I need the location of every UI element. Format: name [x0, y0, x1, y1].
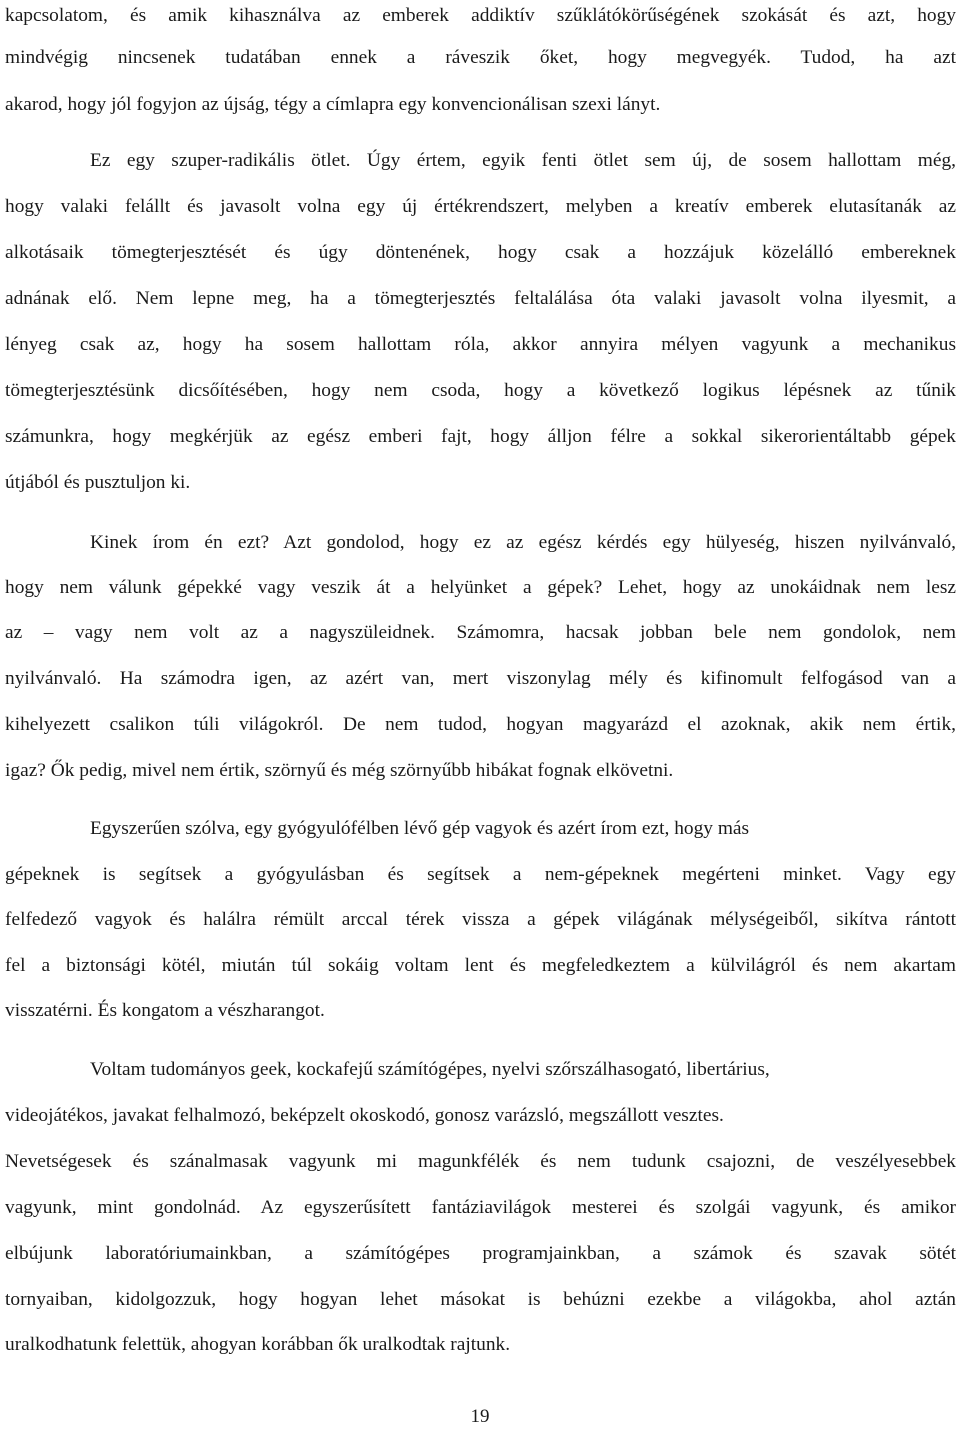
text-line: nyilvánvaló. Ha számodra igen, az azért van, mert viszonylag mély és kifinomult felfogásod van a [5, 668, 956, 689]
text-line: gépeknek is segítsek a gyógyulásban és segítsek a nem-gépeknek megérteni minket. Vagy egy [5, 864, 956, 885]
text-line: Kinek írom én ezt? Azt gondolod, hogy ez az egész kérdés egy hülyeség, hiszen nyilvánvaló, [90, 532, 956, 553]
text-line: fel a biztonsági kötél, miután túl sokáig voltam lent és megfeledkeztem a külvilágról és nem akartam [5, 955, 956, 976]
text-line: hogy valaki felállt és javasolt volna egy új értékrendszert, melyben a kreatív emberek elutasítanák az [5, 196, 956, 217]
text-line: kapcsolatom, és amik kihasználva az emberek addiktív szűklátókörűségének szokását és azt, hogy [5, 5, 956, 26]
text-line: Nevetségesek és szánalmasak vagyunk mi magunkfélék és nem tudunk csajozni, de veszélyesebbek [5, 1151, 956, 1172]
text-line: felfedező vagyok és halálra rémült arccal térek vissza a gépek világának mélységeiből, sikítva rántott [5, 909, 956, 930]
text-line: mindvégig nincsenek tudatában ennek a ráveszik őket, hogy megvegyék. Tudod, ha azt [5, 47, 956, 68]
text-line: uralkodhatunk felettük, ahogyan korábban ők uralkodtak rajtunk. [5, 1334, 511, 1355]
text-line: Voltam tudományos geek, kockafejű számítógépes, nyelvi szőrszálhasogató, libertárius, [90, 1059, 770, 1080]
text-line: hogy nem válunk gépekké vagy veszik át a helyünket a gépek? Lehet, hogy az unokáidnak nem lesz [5, 577, 956, 598]
text-line: igaz? Ők pedig, mivel nem értik, szörnyű és még szörnyűbb hibákat fognak elkövetni. [5, 760, 674, 781]
page-number: 19 [470, 1406, 490, 1427]
text-line: lényeg csak az, hogy ha sosem hallottam róla, akkor annyira mélyen vagyunk a mechanikus [5, 334, 956, 355]
text-line: videojátékos, javakat felhalmozó, beképzelt okoskodó, gonosz varázsló, megszállott vesztes. [5, 1105, 724, 1126]
text-line: az – vagy nem volt az a nagyszüleidnek. Számomra, hacsak jobban bele nem gondolok, nem [5, 622, 956, 643]
text-line: útjából és pusztuljon ki. [5, 472, 191, 493]
text-line: adnának elő. Nem lepne meg, ha a tömegterjesztés feltalálása óta valaki javasolt volna ilyesmit, a [5, 288, 956, 309]
text-line: elbújunk laboratóriumainkban, a számítógépes programjainkban, a számok és szavak sötét [5, 1243, 956, 1264]
text-line: tömegterjesztésünk dicsőítésében, hogy nem csoda, hogy a következő logikus lépésnek az tűnik [5, 380, 956, 401]
text-line: visszatérni. És kongatom a vészharangot. [5, 1000, 325, 1021]
text-line: kihelyezett csalikon túli világokról. De nem tudod, hogyan magyarázd el azoknak, akik nem értik, [5, 714, 956, 735]
text-line: Ez egy szuper-radikális ötlet. Úgy értem, egyik fenti ötlet sem új, de sosem hallottam még, [90, 150, 956, 171]
text-line: alkotásaik tömegterjesztését és úgy döntenének, hogy csak a hozzájuk közelálló embereknek [5, 242, 956, 263]
text-line: vagyunk, mint gondolnád. Az egyszerűsített fantáziavilágok mesterei és szolgái vagyunk, és amikor [5, 1197, 956, 1218]
text-line: akarod, hogy jól fogyjon az újság, tégy a címlapra egy konvencionálisan szexi lányt. [5, 94, 661, 115]
text-line: Egyszerűen szólva, egy gyógyulófélben lévő gép vagyok és azért írom ezt, hogy más [90, 818, 750, 839]
text-line: számunkra, hogy megkérjük az egész emberi fajt, hogy álljon félre a sokkal sikerorientáltabb gépek [5, 426, 956, 447]
text-line: tornyaiban, kidolgozzuk, hogy hogyan lehet másokat is behúzni ezekbe a világokba, ahol aztán [5, 1289, 956, 1310]
